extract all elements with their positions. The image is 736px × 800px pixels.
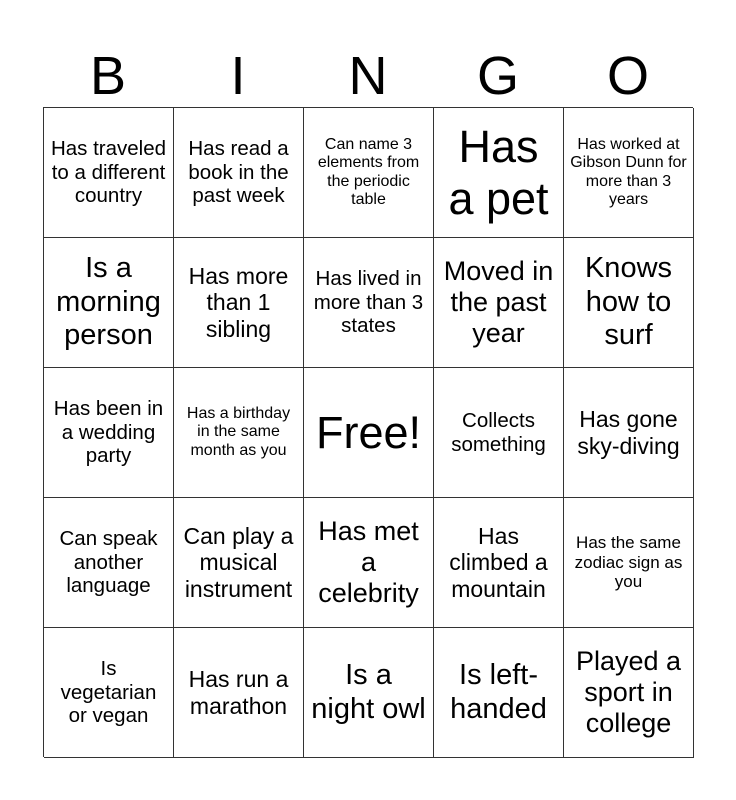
bingo-cell-o1[interactable] [564,108,694,238]
cell-text: Has read a book in the past week [188,137,289,208]
bingo-cell-o5[interactable] [564,628,694,758]
cell-text: Is vegetarian or vegan [60,657,157,728]
cell-text: Has met a celebrity [318,515,419,609]
bingo-cell-o3[interactable] [564,368,694,498]
bingo-cell-b4[interactable] [44,498,174,628]
cell-text: Has climbed a mountain [449,522,548,602]
bingo-cell-g4[interactable] [434,498,564,628]
cell-text: Has lived in more than 3 states [313,267,424,338]
header-letter-i: I [230,46,246,106]
header-letter-g: G [476,46,519,106]
bingo-cell-g1[interactable] [434,108,564,238]
cell-text: Can play a musical instrument [183,522,294,602]
bingo-cell-n5[interactable] [304,628,434,758]
bingo-cell-n1[interactable] [304,108,434,238]
cell-text: Has run a marathon [188,666,289,719]
bingo-cell-n2[interactable] [304,238,434,368]
bingo-cell-g2[interactable] [434,238,564,368]
cell-text: Has more than 1 sibling [188,262,289,342]
cell-text: Can name 3 elements from the periodic table [317,135,420,208]
cell-text: Is a morning person [56,252,161,352]
bingo-cell-i5[interactable] [174,628,304,758]
bingo-cell-i1[interactable] [174,108,304,238]
bingo-cell-i3[interactable] [174,368,304,498]
bingo-cell-o4[interactable] [564,498,694,628]
bingo-header [43,44,693,108]
bingo-cell-free[interactable] [304,368,434,498]
cell-text: Moved in the past year [443,255,554,349]
header-letter-n: N [348,46,388,106]
bingo-cell-i2[interactable] [174,238,304,368]
bingo-cell-b2[interactable] [44,238,174,368]
cell-text: Has gone sky-diving [577,406,680,459]
bingo-cell-b1[interactable] [44,108,174,238]
cell-text: Has the same zodiac sign as you [574,533,683,592]
header-letter-b: B [89,46,127,106]
bingo-cell-n4[interactable] [304,498,434,628]
cell-text: Has a birthday in the same month as you [186,404,291,459]
cell-text: Can speak another language [59,527,158,598]
cell-text: Collects something [451,408,546,456]
cell-text: Has been in a wedding party [53,397,164,468]
bingo-cell-g5[interactable] [434,628,564,758]
cell-text: Is a night owl [311,659,426,725]
bingo-cell-b5[interactable] [44,628,174,758]
bingo-cell-i4[interactable] [174,498,304,628]
cell-text: Has traveled to a different country [50,137,167,208]
bingo-board [43,107,693,757]
cell-text: Has a pet [448,120,549,224]
cell-text: Is left-handed [450,659,547,725]
cell-text: Knows how to surf [584,252,673,352]
bingo-cell-b3[interactable] [44,368,174,498]
cell-text: Has worked at Gibson Dunn for more than 3 years [570,135,687,208]
free-space-text: Free! [315,406,422,458]
header-letter-o: O [606,46,649,106]
cell-text: Played a sport in college [575,645,682,739]
bingo-cell-o2[interactable] [564,238,694,368]
bingo-cell-g3[interactable] [434,368,564,498]
